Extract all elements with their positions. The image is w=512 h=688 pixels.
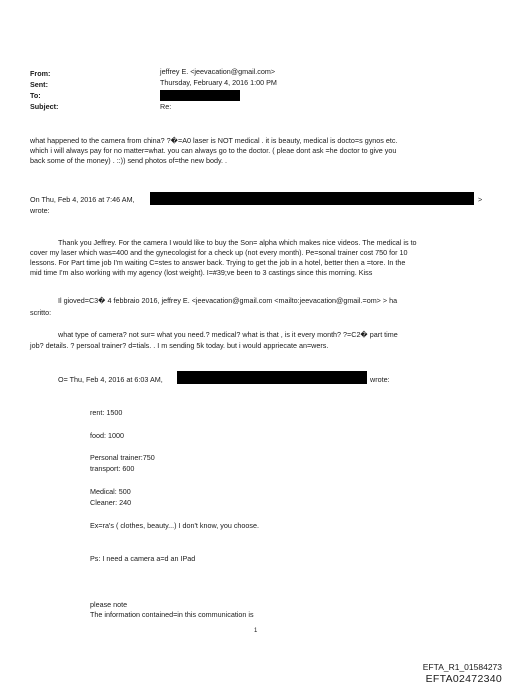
- list-medical: Medical: 500: [90, 487, 131, 496]
- quote1-wrote: wrote:: [30, 206, 50, 215]
- from-label: From:: [30, 69, 51, 78]
- quote2-redaction: [177, 371, 367, 384]
- italian-line: Il gioved=C3� 4 febbraio 2016, jeffrey E. <jeevacation@gmail.com <mailto:jeevacation@gmail.=om> > ha: [58, 296, 398, 305]
- para2-line1: Thank you Jeffrey. For the camera I would like to buy the Son= alpha which makes nice videos. The medical is to: [58, 238, 417, 247]
- from-value: jeffrey E. <jeevacation@gmail.com>: [160, 67, 276, 76]
- para1-line2: which i will always pay for no matter=what. you can always go to the doctor. ( pleae dont ask =he doctor to give you: [30, 146, 397, 155]
- quote2-wrote: wrote:: [370, 375, 390, 384]
- bates-number-1: EFTA_R1_01584273: [422, 662, 502, 672]
- quote1-suffix: >: [478, 195, 483, 204]
- page-number: 1: [254, 628, 258, 634]
- list-transport: transport: 600: [90, 464, 135, 473]
- para2-line2: cover my laser which was=400 and the gynecologist for a check up (not every month). Pe=sonal trainer cost 750 for 10: [30, 248, 408, 257]
- para1-line3: back some of the money) . ::)) send photos of=the new body. .: [30, 156, 228, 165]
- para1-line1: what happened to the camera from china? ?�=A0 laser is NOT medical . it is beauty, medical is docto=s gynos etc.: [30, 136, 398, 145]
- sent-value: Thursday, February 4, 2016 1:00 PM: [160, 78, 277, 87]
- list-ps: Ps: I need a camera a=d an IPad: [90, 554, 196, 563]
- para3-line1: what type of camera? not sur= what you need.? medical? what is that , is it every month? ?=C2� part time: [58, 330, 398, 339]
- list-trainer: Personal trainer:750: [90, 453, 155, 462]
- list-food: food: 1000: [90, 431, 124, 440]
- to-label: To:: [30, 91, 41, 100]
- subject-label: Subject:: [30, 102, 59, 111]
- note-line2: The information contained=in this communication is: [90, 610, 254, 619]
- para3-line2: job? details. ? persoal trainer? d=tials. . I m sending 5k today. but i would appriecate an=wers.: [30, 341, 329, 350]
- bates-number-2: EFTA02472340: [425, 673, 502, 685]
- list-extras: Ex=ra's ( clothes, beauty...) I don't know, you choose.: [90, 521, 260, 530]
- sent-label: Sent:: [30, 80, 48, 89]
- para2-line4: mid time I'm also working with my agency (lost weight). I=#39;ve been to 3 castings since this morning. Kiss: [30, 268, 373, 277]
- subject-value: Re:: [160, 102, 172, 111]
- to-redaction: [160, 90, 240, 101]
- list-rent: rent: 1500: [90, 408, 123, 417]
- list-cleaner: Cleaner: 240: [90, 498, 132, 507]
- para2-line3: lessons. For Part time job I'm waiting C=stes to answer back. Trying to get the job in a hotel, better then a =tore. In the: [30, 258, 406, 267]
- scritto: scritto:: [30, 308, 52, 317]
- quote2-header: O= Thu, Feb 4, 2016 at 6:03 AM,: [58, 375, 163, 384]
- quote1-header: On Thu, Feb 4, 2016 at 7:46 AM,: [30, 195, 135, 204]
- quote1-redaction: [150, 192, 474, 205]
- note-line1: please note: [90, 600, 128, 609]
